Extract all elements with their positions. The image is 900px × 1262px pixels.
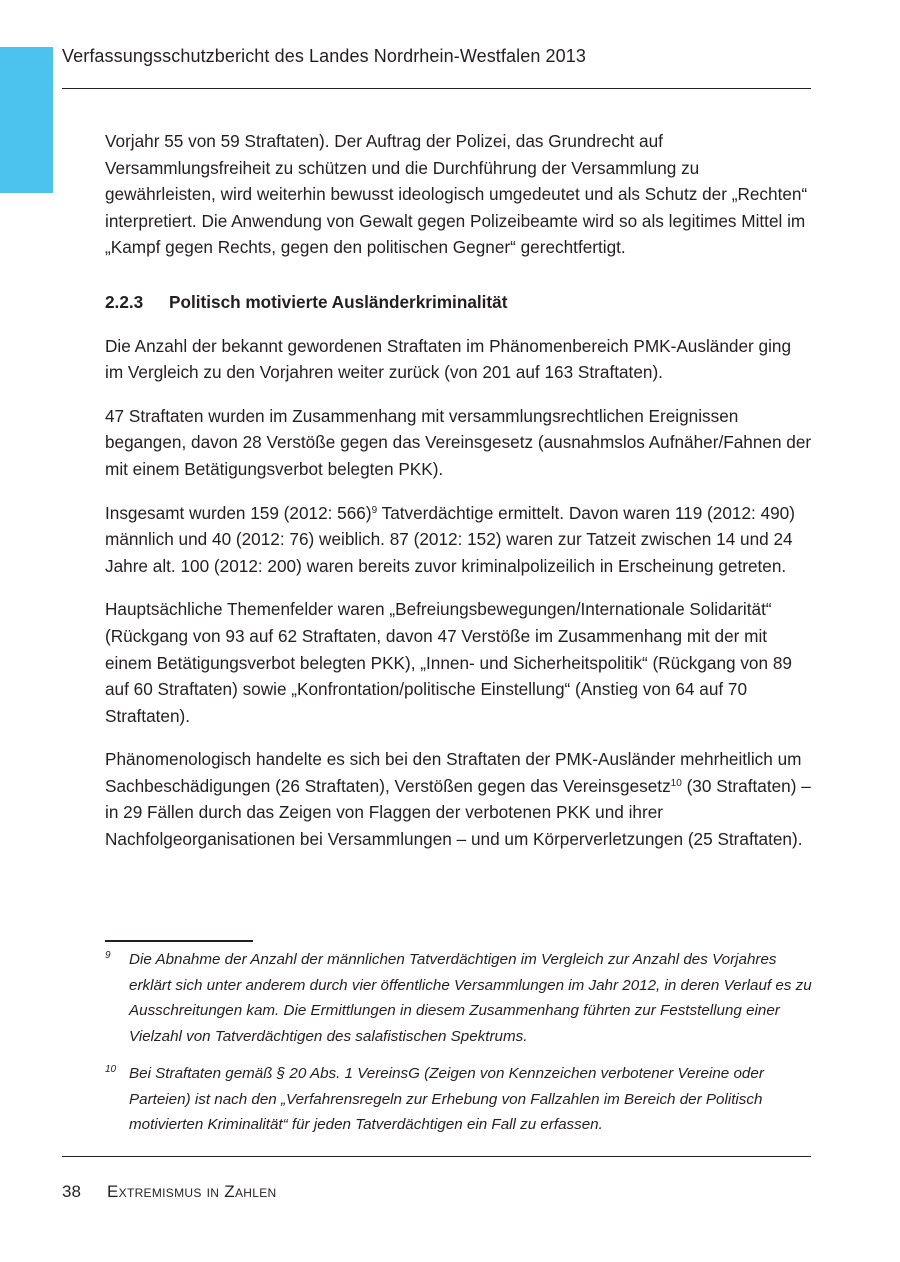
paragraph-4: Hauptsächliche Themenfelder waren „Befreiungsbewegungen/Internationale Solidarität“ (Rückgang von 93 auf 62 Straftaten, davon 47 Verstöße im Zusammenhang mit der mit einem Betätigungsverbot belegten PKK), „Innen- und Sicherheitspolitik“ (Rückgang von 89 auf 60 Straftaten) sowie „Konfrontation/politische Einstellung“ (Anstieg von 64 auf 70 Straftaten). [105, 599, 792, 726]
page-number: 38 [62, 1182, 81, 1201]
footnote-divider [105, 940, 253, 942]
paragraph-3-text-a: Insgesamt wurden 159 (2012: 566) [105, 502, 372, 523]
footnote-10 [105, 1061, 813, 1138]
footnote-mark: 10 [105, 1064, 117, 1075]
paragraph-5-text-a: Phänomenologisch handelte es sich bei den Straftaten der PMK-Ausländer mehrheitlich um Sachbeschädigungen (26 Straftaten), Verstößen gegen das Vereinsgesetz [105, 749, 802, 796]
footnote-text: Die Abnahme der Anzahl der männlichen Tatverdächtigen im Vergleich zur Anzahl des Vorjahres erklärt sich unter anderem durch vier öffentliche Versammlungen im Jahr 2012, in deren Verlauf es zu Ausschreitungen kam. Die Ermittlungen in diesem Zusammenhang führten zur Feststellung einer Vielzahl von Tatverdächtigen des salafistischen Spektrums. [129, 951, 812, 1045]
paragraph-5 [105, 746, 813, 852]
footnotes [105, 947, 813, 1150]
intro-paragraph: Vorjahr 55 von 59 Straftaten). Der Auftrag der Polizei, das Grundrecht auf Versammlungsfreiheit zu schützen und die Durchführung der Versammlung zu gewährleisten, wird weiterhin bewusst ideologisch umgedeutet und als Schutz der „Rechten“ interpretiert. Die Anwendung von Gewalt gegen Polizeibeamte wird so als legitimes Mittel im „Kampf gegen Rechts, gegen den politischen Gegner“ gerechtfertigt. [105, 131, 808, 258]
footnote-9 [105, 947, 813, 1049]
footer-divider [62, 1156, 811, 1157]
header-divider [62, 88, 811, 89]
paragraph-1: Die Anzahl der bekannt gewordenen Straftaten im Phänomenbereich PMK-Ausländer ging im Vergleich zu den Vorjahren weiter zurück (von 201 auf 163 Straftaten). [105, 335, 792, 383]
footnote-mark: 9 [105, 950, 111, 961]
header-accent-bar [0, 47, 53, 193]
paragraph-2: 47 Straftaten wurden im Zusammenhang mit versammlungsrechtlichen Ereignissen begangen, davon 28 Verstöße gegen das Vereinsgesetz (ausnahmslos Aufnäher/Fahnen der mit einem Betätigungsverbot belegten PKK). [105, 405, 812, 479]
section-heading [105, 289, 813, 316]
footer-title: Extremismus in Zahlen [107, 1182, 277, 1201]
section-number: 2.2.3 [105, 291, 144, 312]
paragraph-5-text-b: (30 Straftaten) – in 29 Fällen durch das Zeigen von Flaggen der verbotenen PKK und ihrer Nachfolgeorganisationen bei Versammlungen – und um Körperverletzungen (25 Straftaten). [105, 775, 811, 850]
section-title: Politisch motivierte Ausländerkriminalität [169, 291, 508, 312]
footnote-ref-9[interactable]: 9 [371, 504, 378, 516]
footnote-text: Bei Straftaten gemäß § 20 Abs. 1 VereinsG (Zeigen von Kennzeichen verbotener Vereine oder Parteien) ist nach den „Verfahrensregeln zur Erhebung von Fallzahlen im Bereich der Politisch motivierten Kriminalität“ für jeden Tatverdächtigen ein Fall zu erfassen. [129, 1065, 764, 1133]
paragraph-3 [105, 500, 813, 580]
running-header: Verfassungsschutzbericht des Landes Nordrhein-Westfalen 2013 [62, 46, 586, 66]
paragraph-3-text-b: Tatverdächtige ermittelt. Davon waren 119 (2012: 490) männlich und 40 (2012: 76) weiblich. 87 (2012: 152) waren zur Tatzeit zwischen 14 und 24 Jahre alt. 100 (2012: 200) waren bereits zuvor kriminalpolizeilich in Erscheinung getreten. [105, 502, 795, 576]
footnote-ref-10[interactable]: 10 [670, 777, 682, 789]
main-content [105, 128, 813, 870]
